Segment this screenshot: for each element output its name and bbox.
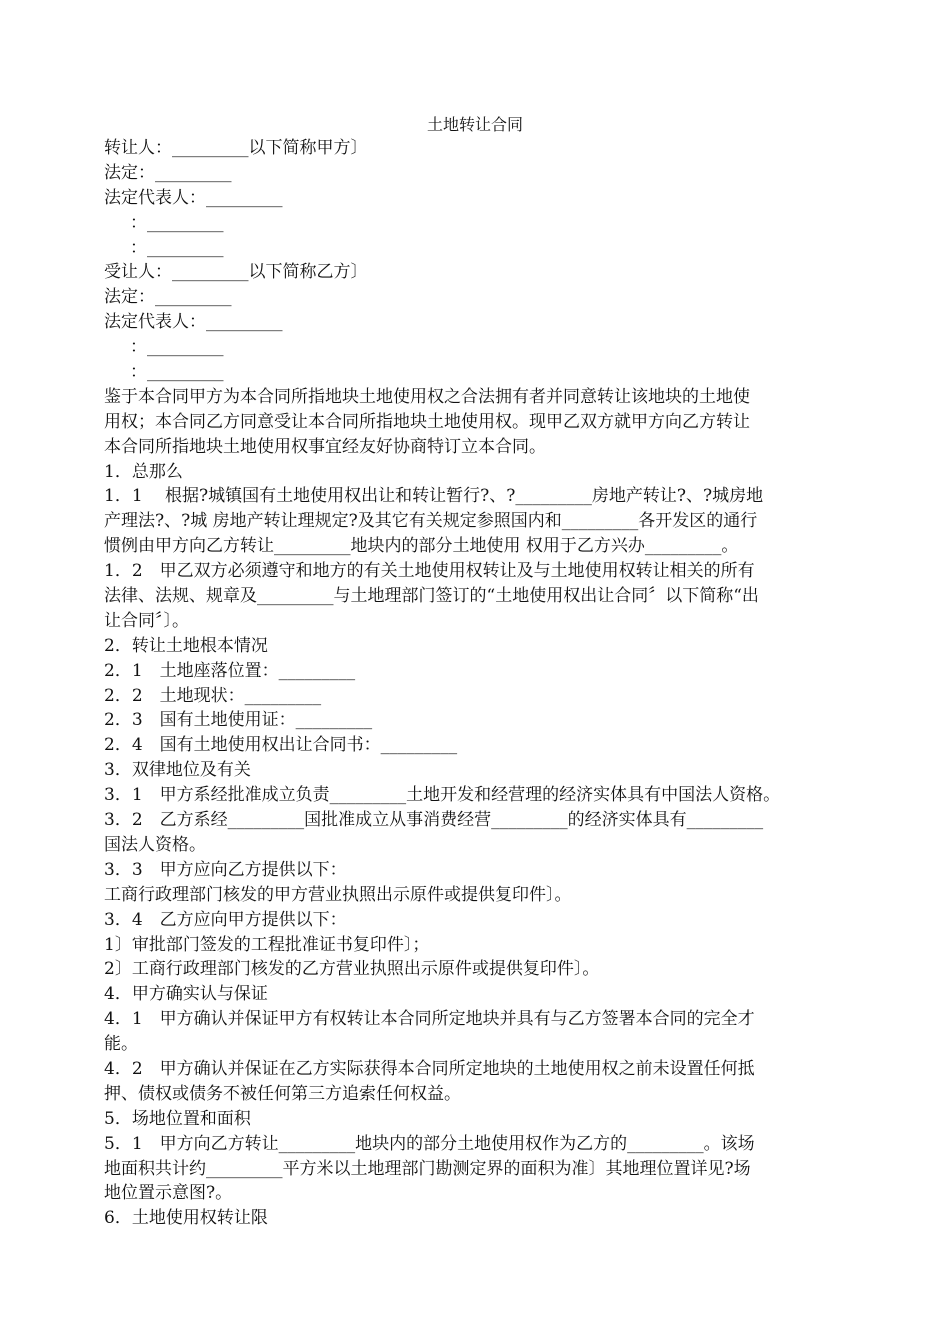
section-heading: 6．土地使用权转让限 — [104, 1208, 268, 1229]
text-line: 能。 — [104, 1034, 138, 1055]
text-line: 1．2 甲乙双方必须遵守和地方的有关土地使用权转让及与土地使用权转让相关的所有 — [104, 561, 755, 582]
text-line: 工商行政理部门核发的甲方营业执照出示原件或提供复印件〕。 — [104, 884, 572, 905]
text-line: 惯例由甲方向乙方转让_________地块内的部分土地使用 权用于乙方兴办_________。 — [104, 536, 739, 557]
text-line: 转让人：_________以下简称甲方〕 — [104, 138, 368, 158]
text-line: 法定：_________ — [104, 162, 232, 183]
section-heading: 5．场地位置和面积 — [104, 1108, 251, 1129]
section-heading: 3．双律地位及有关 — [104, 760, 251, 781]
text-line: 2．3 国有土地使用证：_________ — [104, 710, 373, 731]
text-line: 3．3 甲方应向乙方提供以下： — [104, 859, 347, 880]
document-title: 土地转让合同 — [426, 115, 523, 134]
document-body — [104, 136, 849, 1231]
section-heading: 2．转让土地根本情况 — [104, 635, 268, 656]
text-line: 法律、法规、规章及_________与土地理部门签订的“土地使用权出让合同〞以下简称“出 — [104, 586, 759, 607]
text-line: 受让人：_________以下简称乙方〕 — [104, 262, 368, 283]
text-line: 国法人资格。 — [104, 834, 206, 855]
text-line: ：_________ — [130, 337, 224, 358]
text-line: 4．2 甲方确认并保证在乙方实际获得本合同所定地块的土地使用权之前未设置任何抵 — [104, 1058, 755, 1079]
text-line: 3．4 乙方应向甲方提供以下： — [104, 909, 347, 930]
text-line: 法定代表人：_________ — [104, 312, 283, 333]
text-line: 2．4 国有土地使用权出让合同书：_________ — [104, 735, 458, 756]
text-line: ：_________ — [130, 237, 224, 258]
text-line: 3．2 乙方系经_________国批准成立从事消费经营_________的经济实体具有_________ — [104, 810, 764, 831]
text-line: 2．1 土地座落位置：_________ — [104, 660, 356, 681]
text-line: 5．1 甲方向乙方转让_________地块内的部分土地使用权作为乙方的_________。该场 — [104, 1133, 755, 1154]
text-line: 地位置示意图?。 — [104, 1183, 233, 1204]
text-line: 鉴于本合同甲方为本合同所指地块土地使用权之合法拥有者并同意转让该地块的土地使 — [104, 386, 750, 407]
text-line: 产理法?、?城 房地产转让理规定?及其它有关规定参照国内和_________各开发区的通行 — [104, 511, 758, 532]
text-line: 让合同〞〕。 — [104, 610, 189, 631]
text-line: 4．1 甲方确认并保证甲方有权转让本合同所定地块并具有与乙方签署本合同的完全才 — [104, 1009, 755, 1030]
text-line: ：_________ — [130, 212, 224, 233]
text-line: 2．2 土地现状：_________ — [104, 685, 322, 706]
text-line: 法定代表人：_________ — [104, 187, 283, 208]
text-line: 2〕工商行政理部门核发的乙方营业执照出示原件或提供复印件〕。 — [104, 959, 600, 980]
section-heading: 1．总那么 — [104, 461, 183, 482]
text-line: 本合同所指地块土地使用权事宜经友好协商特订立本合同。 — [104, 436, 546, 457]
section-heading: 4．甲方确实认与保证 — [104, 984, 268, 1005]
text-line: 地面积共计约_________平方米以土地理部门勘测定界的面积为准〕其地理位置详见?场 — [104, 1158, 751, 1179]
text-line: 1〕审批部门签发的工程批准证书复印件〕； — [104, 934, 430, 955]
text-line: 3．1 甲方系经批准成立负责_________土地开发和经营理的经济实体具有中国法人资格。 — [104, 785, 781, 806]
text-line: 1．1 根据?城镇国有土地使用权出让和转让暂行?、?_________房地产转让?、?城房地 — [104, 486, 764, 507]
text-line: 法定：_________ — [104, 287, 232, 308]
text-line: ：_________ — [130, 362, 224, 383]
text-line: 押、债权或债务不被任何第三方追索任何权益。 — [104, 1083, 461, 1104]
text-line: 用权；本合同乙方同意受让本合同所指地块土地使用权。现甲乙双方就甲方向乙方转让 — [104, 411, 750, 432]
